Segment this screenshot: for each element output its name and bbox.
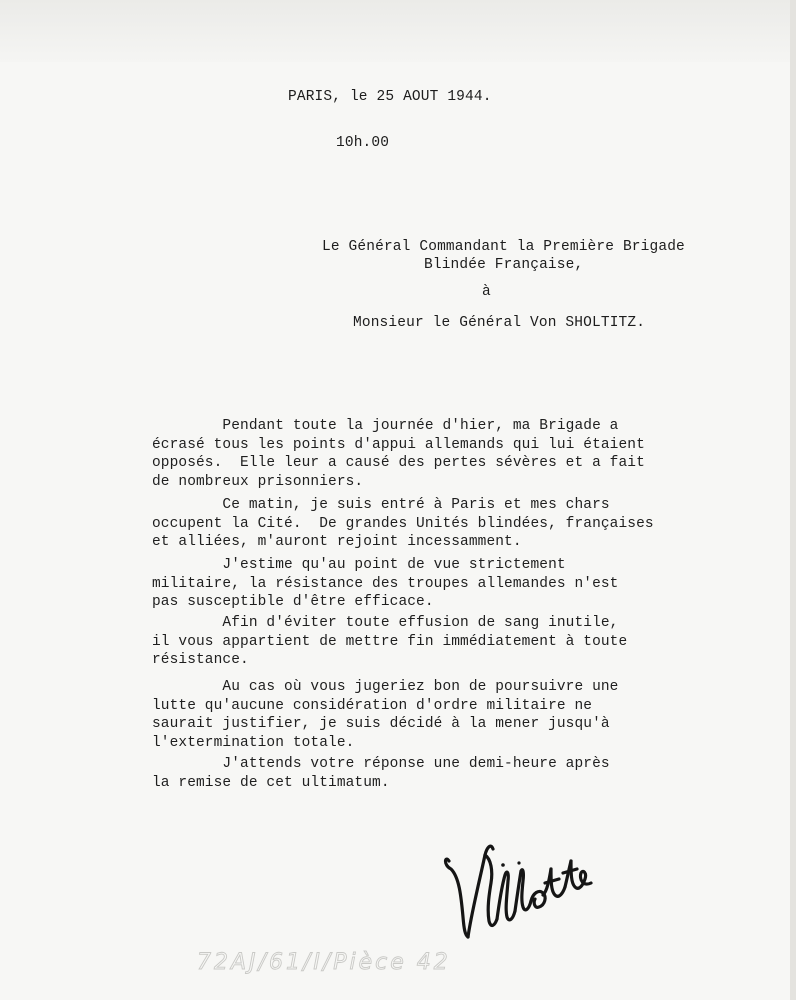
- paragraph-line: Pendant toute la journée d'hier, ma Brigade a: [152, 418, 619, 434]
- paragraph-line: écrasé tous les points d'appui allemands qui lui étaient: [152, 436, 645, 453]
- paragraph-line: pas susceptible d'être efficace.: [152, 594, 434, 610]
- paragraph-3: [152, 556, 682, 612]
- paragraph-line: il vous appartient de mettre fin immédiatement à toute: [152, 633, 628, 650]
- paragraph-line: et alliées, m'auront rejoint incessamment.: [152, 534, 522, 550]
- paragraph-line: lutte qu'aucune considération d'ordre militaire ne: [152, 697, 593, 714]
- paragraph-line: la remise de cet ultimatum.: [152, 774, 390, 791]
- handwritten-signature: [435, 825, 595, 945]
- paragraph-line: résistance.: [152, 652, 249, 668]
- paragraph-line: de nombreux prisonniers.: [152, 473, 364, 490]
- paragraph-line: Afin d'éviter toute effusion de sang inutile,: [152, 615, 619, 631]
- sender-line-1: Le Général Commandant la Première Brigade: [322, 239, 685, 255]
- paragraph-6: [152, 755, 682, 792]
- paragraph-line: saurait justifier, je suis décidé à la mener jusqu'à: [152, 716, 610, 732]
- paragraph-line: militaire, la résistance des troupes allemandes n'est: [152, 575, 619, 592]
- paragraph-line: Ce matin, je suis entré à Paris et mes chars: [152, 497, 610, 513]
- paragraph-line: J'attends votre réponse une demi-heure après: [152, 756, 610, 772]
- to-word: à: [482, 284, 491, 300]
- paragraph-4: [152, 614, 682, 670]
- archive-reference: 72AJ/61/I/Pièce 42: [197, 950, 451, 975]
- letter-time: 10h.00: [336, 135, 390, 151]
- page-right-edge: [790, 0, 796, 1000]
- paragraph-line: opposés. Elle leur a causé des pertes sévères et a fait: [152, 455, 645, 471]
- paragraph-line: occupent la Cité. De grandes Unités blindées, françaises: [152, 515, 654, 532]
- paragraph-line: Au cas où vous jugeriez bon de poursuivre une: [152, 679, 619, 695]
- recipient-line: Monsieur le Général Von SHOLTITZ.: [353, 315, 646, 331]
- sender-line-2: Blindée Française,: [424, 257, 584, 273]
- paragraph-5: [152, 678, 682, 752]
- place-and-date: PARIS, le 25 AOUT 1944.: [288, 89, 492, 105]
- paragraph-line: l'extermination totale.: [152, 734, 355, 751]
- paragraph-1: [152, 417, 682, 491]
- paragraph-line: J'estime qu'au point de vue strictement: [152, 557, 566, 573]
- page-top-shadow: [0, 0, 796, 62]
- paragraph-2: [152, 496, 682, 552]
